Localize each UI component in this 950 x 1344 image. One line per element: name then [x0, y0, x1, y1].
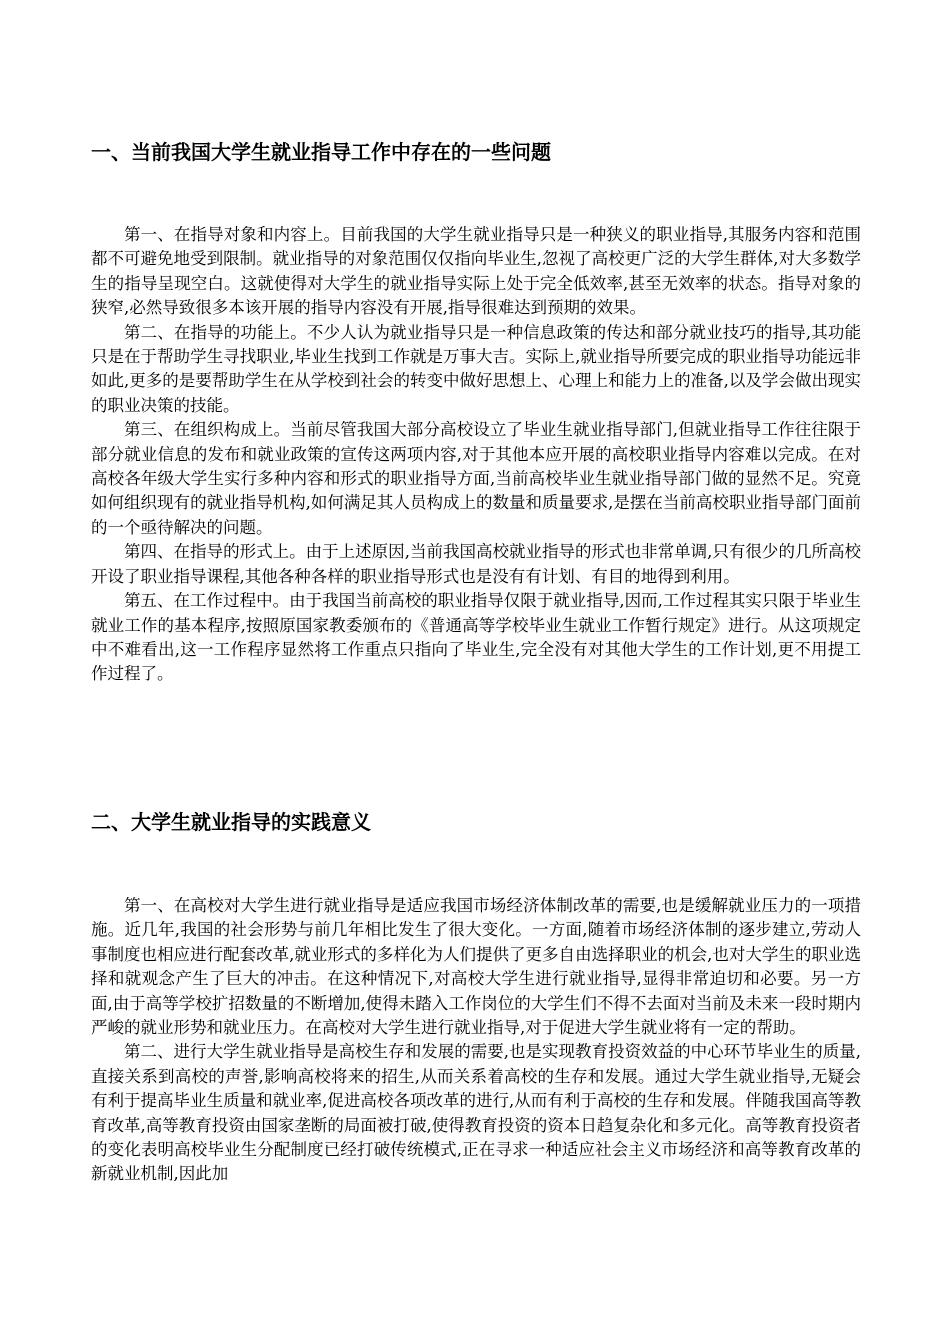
paragraph: 第二、进行大学生就业指导是高校生存和发展的需要,也是实现教育投资效益的中心环节毕业生的质量,直接关系到高校的声誉,影响高校将来的招生,从而关系着高校的生存和发展。通过大学生就业指导,无疑会有利于提高毕业生质量和就业率,促进高校各项改革的进行,从而有利于高校的生存和发展。伴随我国高等教育改革,高等教育投资由国家垄断的局面被打破,使得教育投资的资本日趋复杂化和多元化。高等教育投资者的变化表明高校毕业生分配制度已经打破传统模式,正在寻求一种适应社会主义市场经济和高等教育改革的新就业机制,因此加 — [91, 1042, 861, 1184]
paragraph: 第一、在高校对大学生进行就业指导是适应我国市场经济体制改革的需要,也是缓解就业压力的一项措施。近几年,我国的社会形势与前几年相比发生了很大变化。一方面,随着市场经济体制的逐步建立,劳动人事制度也相应进行配套改革,就业形式的多样化为人们提供了更多自由选择职业的机会,也对大学生的职业选择和就观念产生了巨大的冲击。在这种情况下,对高校大学生进行就业指导,显得非常迫切和必要。另一方面,由于高等学校扩招数量的不断增加,使得未踏入工作岗位的大学生们不得不去面对当前及未来一段时期内严峻的就业形势和就业压力。在高校对大学生进行就业指导,对于促进大学生就业将有一定的帮助。 — [91, 896, 861, 1038]
section-2-body — [91, 894, 861, 1187]
paragraph: 第四、在指导的形式上。由于上述原因,当前我国高校就业指导的形式也非常单调,只有很少的几所高校开设了职业指导课程,其他各种各样的职业指导形式也是没有有计划、有目的地得到利用。 — [91, 542, 861, 586]
paragraph: 第三、在组织构成上。当前尽管我国大部分高校设立了毕业生就业指导部门,但就业指导工作往往限于部分就业信息的发布和就业政策的宣传这两项内容,对于其他本应开展的高校职业指导内容难以完成。在对高校各年级大学生实行多种内容和形式的职业指导方面,当前高校毕业生就业指导部门做的显然不足。究竟如何组织现有的就业指导机构,如何满足其人员构成上的数量和质量要求,是摆在当前高校职业指导部门面前的一个亟待解决的问题。 — [91, 420, 861, 537]
section-2-heading: 二、大学生就业指导的实践意义 — [91, 810, 371, 834]
section-1-body — [91, 223, 861, 687]
section-1-heading: 一、当前我国大学生就业指导工作中存在的一些问题 — [91, 140, 551, 164]
paragraph: 第一、在指导对象和内容上。目前我国的大学生就业指导只是一种狭义的职业指导,其服务内容和范围都不可避免地受到限制。就业指导的对象范围仅仅指向毕业生,忽视了高校更广泛的大学生群体,对大多数学生的指导呈现空白。这就使得对大学生的就业指导实际上处于完全低效率,甚至无效率的状态。指导对象的狭窄,必然导致很多本该开展的指导内容没有开展,指导很难达到预期的效果。 — [91, 225, 861, 318]
paragraph: 第五、在工作过程中。由于我国当前高校的职业指导仅限于就业指导,因而,工作过程其实只限于毕业生就业工作的基本程序,按照原国家教委颁布的《普通高等学校毕业生就业工作暂行规定》进行。从这项规定中不难看出,这一工作程序显然将工作重点只指向了毕业生,完全没有对其他大学生的工作计划,更不用提工作过程了。 — [91, 591, 861, 684]
paragraph: 第二、在指导的功能上。不少人认为就业指导只是一种信息政策的传达和部分就业技巧的指导,其功能只是在于帮助学生寻找职业,毕业生找到工作就是万事大吉。实际上,就业指导所要完成的职业指导功能远非如此,更多的是要帮助学生在从学校到社会的转变中做好思想上、心理上和能力上的准备,以及学会做出现实的职业决策的技能。 — [91, 322, 861, 415]
